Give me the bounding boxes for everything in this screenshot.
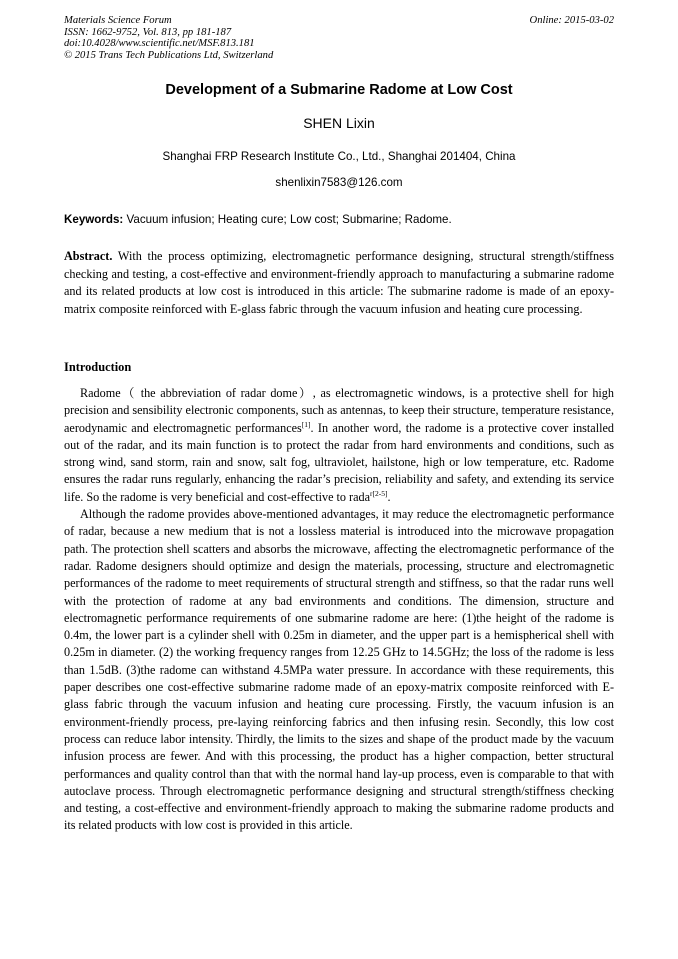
section-heading-introduction: Introduction <box>64 360 132 374</box>
copyright-line: © 2015 Trans Tech Publications Ltd, Switzerland <box>64 49 274 61</box>
journal-header <box>64 15 273 61</box>
citation-ref-1: [1] <box>301 419 311 429</box>
keywords-label: Keywords: <box>64 213 124 226</box>
intro-p1-text-a: Radome（ the abbreviation of radar dome）, as electromagnetic windows, is a protective shell for high precision and sensibility electronic components, such as antennas, to keep their structure, temperature resistance, aerodynamic and electromagnetic performances <box>64 386 614 435</box>
citation-ref-2-5: r[2-5] <box>370 488 388 498</box>
journal-name: Materials Science Forum <box>64 15 172 26</box>
author-email: shenlixin7583@126.com <box>275 176 403 189</box>
abstract-label: Abstract. <box>64 249 113 263</box>
keywords <box>64 213 614 226</box>
intro-p1-text-b: . In another word, the radome is a protective cover installed out of the radar, and its main function is to protect the radar from hard environments and conditions, such as strong wind, sand storm, rain and snow, salt fog, ultraviolet, hailstone, high or low temperature, etc. Radome ensures the radar runs regularly, enhancing the radar’s precision, reliability and safety, and extending its service life. So the radome is very beneficial and cost-effective to rada <box>64 420 614 504</box>
keywords-text: Vacuum infusion; Heating cure; Low cost; Submarine; Radome. <box>123 213 452 226</box>
intro-paragraph-2: Although the radome provides above-mentioned advantages, it may reduce the electromagnetic performance of radar, because a new medium that is not a lossless material is introduced into the microwave propagation path. The protection shell scatters and absorbs the microwave, affecting the electromagnetic performance of the radar. Radome designers should optimize and design the materials, processing, structure and electromagnetic performances of the radome to meet requirements of structural strength and stiffness, so that the radar runs well with the protection of radome at any bad environments and conditions. The dimension, structure and electromagnetic performance requirements of one submarine radome are here: (1)the height of the radome is 0.4m, the lower part is a cylinder shell with 0.25m in diameter, and the upper part is a hemispherical shell with 0.25m in diameter. (2) the working frequency ranges from 12.25 GHz to 14.5GHz; the loss of the radome is less than 1.5dB. (3)the radome can withstand 4.5MPa water pressure. In accordance with these requirements, this paper describes one cost-effective submarine radome made of an epoxy-matrix composite reinforced with E-glass fabric through the vacuum infusion and heating cure processing. Firstly, the vacuum infusion is an environment-friendly process, pre-laying reinforcing fabrics and then infusing resin. Secondly, this low cost process can reduce labor intensity. Thirdly, the limits to the sizes and shape of the product made by the vacuum infusion process are fewer. And with this processing, the product has a higher compaction, better structural performances and quality control than that with the normal hand lay-up process, even is comparable to that with autoclave process. Through electromagnetic performance designing and structural strength/stiffness checking and testing, a cost-effective and environment-friendly approach to making the submarine radome products and its related products with low cost is provided in this article. <box>64 507 614 833</box>
intro-paragraph-1 <box>64 385 614 506</box>
abstract <box>64 248 614 318</box>
affiliation: Shanghai FRP Research Institute Co., Ltd., Shanghai 201404, China <box>162 150 516 163</box>
online-date: Online: 2015-03-02 <box>529 15 614 26</box>
author-name: SHEN Lixin <box>303 115 375 131</box>
issn-line: ISSN: 1662-9752, Vol. 813, pp 181-187 <box>64 26 232 38</box>
intro-p1-text-c: . <box>387 489 391 504</box>
introduction-body <box>64 385 614 835</box>
doi-line: doi:10.4028/www.scientific.net/MSF.813.181 <box>64 38 255 50</box>
paper-title: Development of a Submarine Radome at Low Cost <box>165 82 513 98</box>
abstract-text: With the process optimizing, electromagnetic performance designing, structural strength/stiffness checking and testing, a cost-effective and environment-friendly approach to manufacturing a submarine radome and its related products at low cost is introduced in this article: The submarine radome is made of an epoxy-matrix composite reinforced with E-glass fabric through the vacuum infusion and heating cure processing. <box>64 249 614 316</box>
